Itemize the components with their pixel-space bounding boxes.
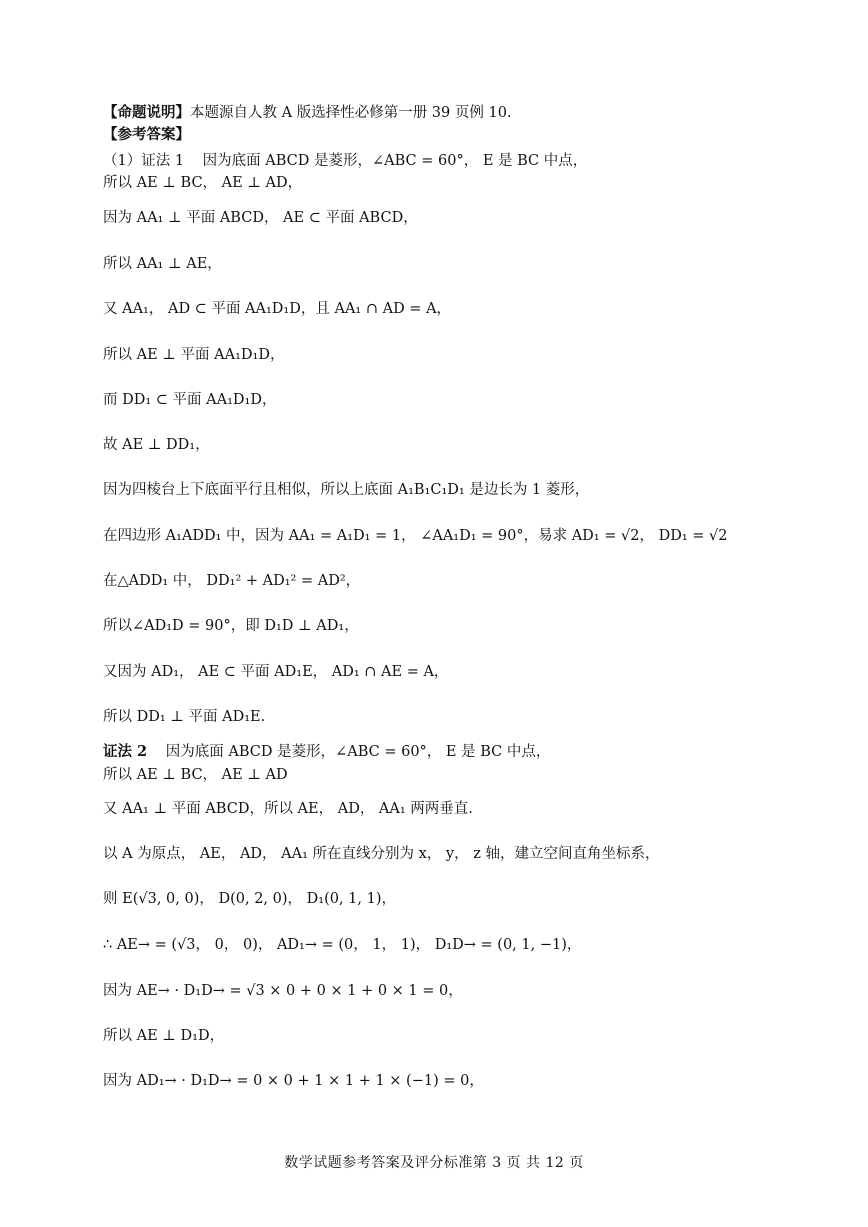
method1-line: 因为 AA₁ ⊥ 平面 ABCD， AE ⊂ 平面 ABCD， xyxy=(103,210,418,226)
method1-line: 在四边形 A₁ADD₁ 中，因为 AA₁ = A₁D₁ = 1， ∠AA₁D₁ = 90°，易求 AD₁ = √2， DD₁ = √2 xyxy=(103,528,728,544)
method2-line: 所以 AE ⊥ D₁D， xyxy=(103,1028,225,1044)
method1-line: 故 AE ⊥ DD₁， xyxy=(103,437,210,453)
method2-label: 证法 2 xyxy=(103,743,148,760)
method1-line: 又 AA₁， AD ⊂ 平面 AA₁D₁D，且 AA₁ ∩ AD = A， xyxy=(103,301,452,317)
method1-line: 所以 DD₁ ⊥ 平面 AD₁E. xyxy=(103,709,266,725)
method2-line: 因为底面 ABCD 是菱形，∠ABC = 60°， E 是 BC 中点， xyxy=(165,744,551,760)
method1-line: 所以 AE ⊥ BC， AE ⊥ AD， xyxy=(103,175,303,191)
method2-line: 以 A 为原点， AE， AD， AA₁ 所在直线分别为 x， y， z 轴，建立空间直角坐标系， xyxy=(103,846,660,862)
method1-line: 所以 AE ⊥ 平面 AA₁D₁D， xyxy=(103,347,285,363)
page-footer: 数学试题参考答案及评分标准第 3 页 共 12 页 xyxy=(284,1155,584,1171)
method2-line: 又 AA₁ ⊥ 平面 ABCD，所以 AE， AD， AA₁ 两两垂直. xyxy=(103,801,473,817)
method1-first-line xyxy=(103,151,587,171)
method1-line: 而 DD₁ ⊂ 平面 AA₁D₁D， xyxy=(103,392,277,408)
method2-line: 所以 AE ⊥ BC， AE ⊥ AD xyxy=(103,767,288,783)
method1-line: 所以 AA₁ ⊥ AE， xyxy=(103,256,222,272)
answer-label: 【参考答案】 xyxy=(103,126,190,143)
method1-line: 在△ADD₁ 中， DD₁² + AD₁² = AD²， xyxy=(103,573,361,589)
method1-label: （1）证法 1 xyxy=(103,153,185,169)
note-text: 本题源自人教 A 版选择性必修第一册 39 页例 10. xyxy=(190,105,512,121)
method2-first-line xyxy=(103,742,550,762)
method2-line: 则 E(√3, 0, 0)， D(0, 2, 0)， D₁(0, 1, 1)， xyxy=(103,891,396,907)
method1-line: 因为底面 ABCD 是菱形，∠ABC = 60°， E 是 BC 中点， xyxy=(202,153,588,169)
method2-line: 因为 AD₁→ · D₁D→ = 0 × 0 + 1 × 1 + 1 × (−1) = 0， xyxy=(103,1073,484,1089)
method1-line: 又因为 AD₁， AE ⊂ 平面 AD₁E， AD₁ ∩ AE = A， xyxy=(103,664,449,680)
method1-line: 所以∠AD₁D = 90°，即 D₁D ⊥ AD₁， xyxy=(103,618,359,634)
method2-line: ∴ AE→ = (√3， 0， 0)， AD₁→ = (0， 1， 1)， D₁D→ = (0, 1, −1)， xyxy=(103,937,582,953)
method1-line: 因为四棱台上下底面平行且相似，所以上底面 A₁B₁C₁D₁ 是边长为 1 菱形， xyxy=(103,482,590,498)
problem-note xyxy=(103,103,512,123)
method2-line: 因为 AE→ · D₁D→ = √3 × 0 + 0 × 1 + 0 × 1 = 0， xyxy=(103,983,463,999)
note-label: 【命题说明】 xyxy=(103,104,190,121)
